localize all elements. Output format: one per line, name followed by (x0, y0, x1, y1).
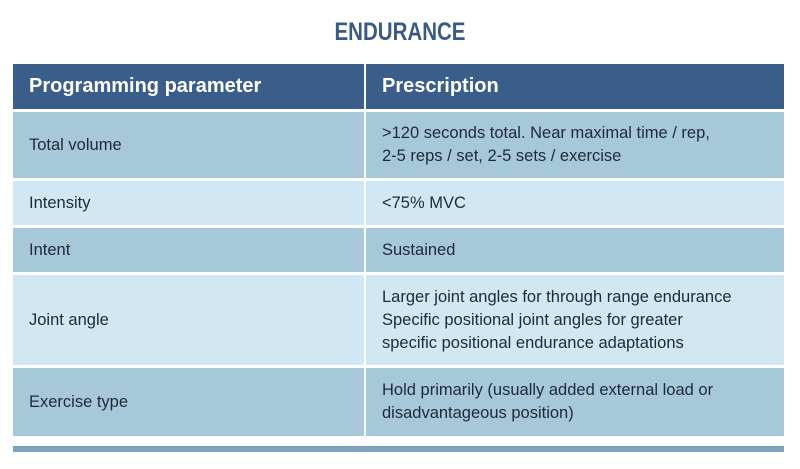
row-exercise-type-parameter: Exercise type (13, 368, 366, 436)
prescription-table (13, 64, 784, 436)
table-row (13, 275, 784, 365)
header-programming-parameter: Programming parameter (13, 64, 366, 109)
row-exercise-type-prescription (366, 368, 784, 436)
header-prescription: Prescription (366, 64, 784, 109)
prescription-line: Hold primarily (usually added external load or (382, 381, 714, 399)
prescription-line: Specific positional joint angles for greater (382, 310, 683, 329)
row-total-volume-parameter: Total volume (13, 112, 366, 178)
prescription-line: disadvantageous position) (382, 404, 574, 422)
prescription-line: specific positional endurance adaptations (382, 333, 684, 352)
table-row (13, 112, 784, 178)
row-joint-angle-parameter: Joint angle (13, 275, 366, 365)
table-row (13, 228, 784, 272)
row-intensity-prescription: <75% MVC (366, 181, 784, 225)
row-total-volume-prescription (366, 112, 784, 178)
table-bottom-border (13, 446, 784, 452)
table-row (13, 181, 784, 225)
prescription-line: >120 seconds total. Near maximal time / rep, (382, 124, 710, 142)
row-intent-parameter: Intent (13, 228, 366, 272)
row-intent-prescription: Sustained (366, 228, 784, 272)
table-row (13, 368, 784, 436)
row-joint-angle-prescription (366, 275, 784, 365)
row-intensity-parameter: Intensity (13, 181, 366, 225)
prescription-line: Larger joint angles for through range endurance (382, 287, 732, 306)
page-title: ENDURANCE (334, 18, 466, 46)
table-header-row (13, 64, 784, 109)
prescription-line: 2-5 reps / set, 2-5 sets / exercise (382, 147, 622, 165)
